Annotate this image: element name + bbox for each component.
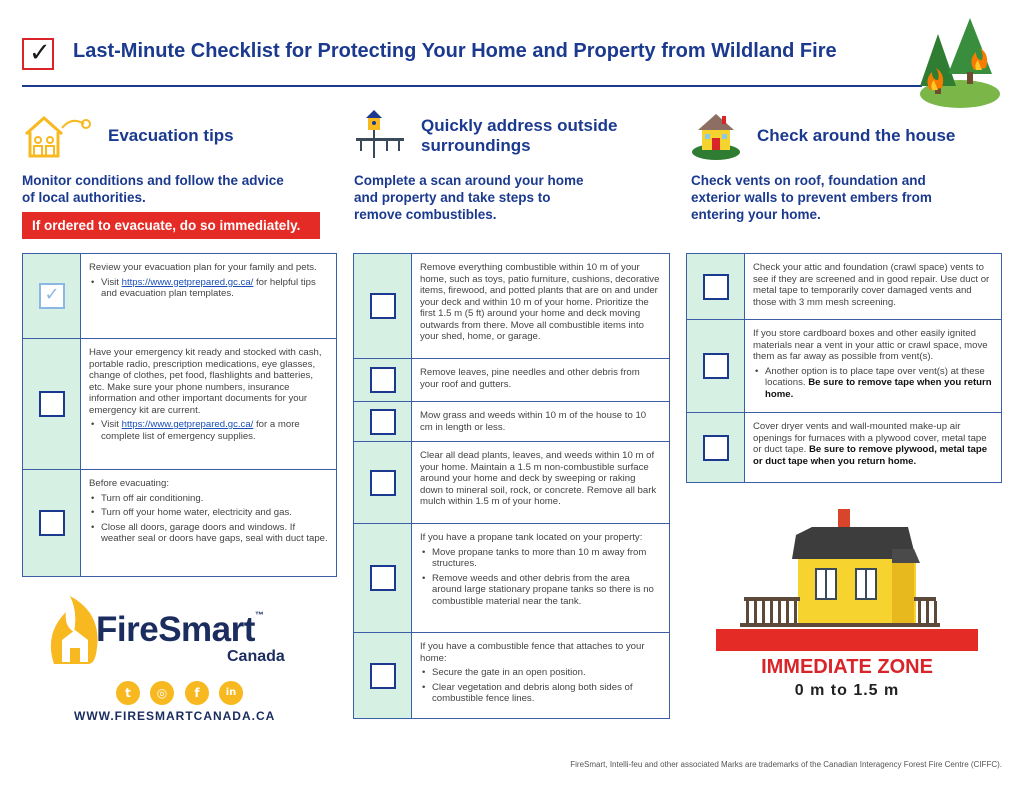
checklist-text	[745, 320, 1001, 412]
checklist-row	[687, 412, 1001, 482]
checklist-row	[687, 254, 1001, 319]
bullet-text: Move propane tanks to more than 10 m away from structures.	[432, 546, 647, 569]
checklist-text	[745, 413, 1001, 482]
checklist-checkbox[interactable]	[703, 353, 729, 379]
bullet-list	[420, 667, 661, 705]
immediate-zone-distance: 0 m to 1.5 m	[794, 682, 900, 699]
bullet-list	[420, 547, 661, 608]
checkbox-cell	[687, 320, 745, 412]
checklist-checkbox[interactable]	[370, 565, 396, 591]
bullet-item	[89, 522, 328, 545]
checklist-text	[81, 339, 336, 469]
checklist-paragraph: Have your emergency kit ready and stocked with cash, portable radio, prescription medications, eye glasses, change of clothes, pet food, flashlights and batteries, etc. Make sure your phone numbers, insurance information and other important documents for your emergency kit are current.	[89, 347, 322, 416]
checklist-text	[412, 402, 669, 441]
checkbox-cell	[23, 470, 81, 576]
paragraph-emphasis: Be sure to remove plywood, metal tape or duct tape when you return home.	[753, 444, 988, 467]
getprepared-link[interactable]: https://www.getprepared.gc.ca/	[121, 419, 254, 430]
bullet-text: Secure the gate in an open position.	[432, 667, 586, 678]
checklist-text	[412, 359, 669, 401]
checklist-paragraph: Review your evacuation plan for your family and pets.	[89, 262, 317, 273]
checklist-checkbox[interactable]	[703, 274, 729, 300]
bullet-item	[89, 507, 328, 519]
bullet-text-after-link: for helpful tips and evacuation plan templates.	[101, 276, 316, 299]
facebook-icon[interactable]: f	[185, 681, 209, 705]
bullet-item	[420, 667, 661, 679]
checklist-checkbox[interactable]	[39, 391, 65, 417]
checklist-row	[23, 254, 336, 338]
evacuation-subtitle: Monitor conditions and follow the advice of local authorities.	[22, 173, 284, 205]
checkbox-cell	[354, 254, 412, 358]
checklist-paragraph: Mow grass and weeds within 10 m of the house to 10 cm in length or less.	[420, 410, 647, 433]
checklist-row	[354, 254, 669, 358]
checklist-paragraph	[753, 421, 993, 467]
checklist-checkbox[interactable]	[370, 409, 396, 435]
checklist-checkbox[interactable]	[703, 435, 729, 461]
checklist-checkbox[interactable]	[39, 283, 65, 309]
checkbox-cell	[23, 254, 81, 338]
checklist-row	[354, 358, 669, 401]
immediate-zone-title: IMMEDIATE ZONE	[761, 656, 933, 678]
house-icon	[690, 108, 742, 160]
header-checkbox-icon: ✓	[22, 38, 54, 70]
bullet-item	[753, 366, 993, 401]
bullet-text: Close all doors, garage doors and windows. If weather seal or doors have gaps, seal with duct tape.	[101, 521, 328, 544]
trademark-footer: FireSmart, Intelli-feu and other associated Marks are trademarks of the Canadian Interagency Forest Fire Centre (CIFFC).	[570, 760, 1002, 769]
check-house-title: Check around the house	[757, 126, 956, 145]
checkbox-cell	[687, 413, 745, 482]
checklist-text	[412, 524, 669, 632]
bullet-text: Turn off your home water, electricity and gas.	[101, 507, 292, 518]
checklist-row	[354, 401, 669, 441]
bullet-text: Visit	[101, 419, 122, 430]
bullet-text: Clear vegetation and debris along both sides of combustible fence lines.	[432, 681, 633, 704]
checklist-paragraph: If you have a combustible fence that attaches to your home:	[420, 641, 645, 664]
bullet-item	[89, 277, 328, 300]
checklist-paragraph: Before evacuating:	[89, 478, 170, 489]
checklist-paragraph: Remove everything combustible within 10 m of your home, such as toys, patio furniture, cushions, decorative items, firewood, and potted plants that are on and under your deck and within 10 m of your home. Prioritize the first 1.5 m (5 ft) around your home and deck moving outwards from there. Move all combustible items into your shed, home, or garage.	[420, 262, 660, 342]
checklist-row	[687, 319, 1001, 412]
bullet-list	[89, 419, 328, 442]
checklist-paragraph: If you store cardboard boxes and other easily ignited materials near a vent in your attic or crawl space, move them as far away as possible from vent(s).	[753, 328, 988, 362]
bullet-list	[753, 366, 993, 401]
checklist-checkbox[interactable]	[370, 663, 396, 689]
checklist-checkbox[interactable]	[370, 367, 396, 393]
checklist-text	[81, 470, 336, 576]
checklist-text	[412, 633, 669, 718]
bullet-text-after-link: for a more complete list of emergency supplies.	[101, 419, 300, 442]
bullet-text: Remove weeds and other debris from the area around large stationary propane tanks so there is no combustible material near the tank.	[432, 572, 654, 607]
checklist-paragraph: Clear all dead plants, leaves, and weeds within 10 m of your home. Maintain a 1.5 m non-combustible surface around your home and deck by sweeping or raking down to mineral soil, rock, or concrete. Remove all bark mulch within 1.5 m of your home.	[420, 450, 657, 507]
bullet-list	[89, 277, 328, 300]
bullet-item	[89, 493, 328, 505]
checkbox-cell	[354, 402, 412, 441]
check-house-subtitle: Check vents on roof, foundation and exterior walls to prevent embers from entering your home.	[691, 173, 932, 222]
checklist-paragraph: Remove leaves, pine needles and other debris from your roof and gutters.	[420, 367, 640, 390]
checklist-text	[412, 254, 669, 358]
bullet-text: Another option is to place tape over vent(s) at these locations.	[765, 365, 985, 388]
checkbox-cell	[354, 524, 412, 632]
firesmart-wordmark: FireSmart™	[96, 610, 264, 649]
bullet-emphasis: Be sure to remove tape when you return home.	[765, 377, 992, 400]
checkbox-cell	[354, 633, 412, 718]
checkbox-cell	[687, 254, 745, 319]
checklist-row	[23, 338, 336, 469]
paragraph-text: Cover dryer vents and wall-mounted make-up air openings for furnaces with a plywood cover, metal tape or duct tape.	[753, 421, 987, 455]
checklist-row	[354, 632, 669, 718]
bullet-item	[420, 573, 661, 608]
evacuation-tips-title: Evacuation tips	[108, 126, 234, 145]
instagram-icon[interactable]: ◎	[150, 681, 174, 705]
immediate-zone-house-illustration	[716, 505, 978, 651]
checklist-checkbox[interactable]	[370, 293, 396, 319]
birdhouse-icon	[352, 108, 408, 160]
evacuation-checklist	[22, 253, 337, 577]
checkbox-cell	[23, 339, 81, 469]
checklist-paragraph: Check your attic and foundation (crawl space) vents to see if they are screened and in good repair. Use duct or metal tape to temporarily cover damaged vents and those with 3 mm mesh screening.	[753, 262, 990, 308]
getprepared-link[interactable]: https://www.getprepared.gc.ca/	[121, 276, 254, 288]
header-divider	[22, 85, 922, 87]
evacuate-alert-banner: If ordered to evacuate, do so immediately.	[22, 212, 320, 239]
bullet-text: Visit	[101, 276, 122, 288]
burning-trees-icon	[908, 14, 1004, 110]
bullet-item	[420, 682, 661, 705]
firesmart-canada-label: Canada	[227, 648, 285, 665]
linkedin-icon[interactable]: in	[219, 681, 243, 705]
family-house-icon	[22, 112, 94, 158]
checklist-row	[23, 469, 336, 576]
checkbox-cell	[354, 442, 412, 523]
checklist-checkbox[interactable]	[39, 510, 65, 536]
checklist-text	[81, 254, 336, 338]
checkbox-cell	[354, 359, 412, 401]
checklist-text	[412, 442, 669, 523]
house-checklist	[686, 253, 1002, 483]
checklist-row	[354, 441, 669, 523]
outside-subtitle: Complete a scan around your home and property and take steps to remove combustibles.	[354, 173, 584, 222]
twitter-icon[interactable]: t	[116, 681, 140, 705]
checklist-checkbox[interactable]	[370, 470, 396, 496]
bullet-item	[89, 419, 328, 442]
bullet-item	[420, 547, 661, 570]
bullet-text: Turn off air conditioning.	[101, 492, 204, 504]
outside-surroundings-title: Quickly address outside surroundings	[421, 116, 618, 155]
page-title: Last-Minute Checklist for Protecting Your Home and Property from Wildland Fire	[73, 40, 837, 62]
checklist-text	[745, 254, 1001, 319]
checklist-row	[354, 523, 669, 632]
outside-checklist	[353, 253, 670, 719]
website-link[interactable]: WWW.FIRESMARTCANADA.CA	[74, 709, 276, 723]
checklist-paragraph: If you have a propane tank located on your property:	[420, 532, 643, 543]
bullet-list	[89, 493, 328, 545]
